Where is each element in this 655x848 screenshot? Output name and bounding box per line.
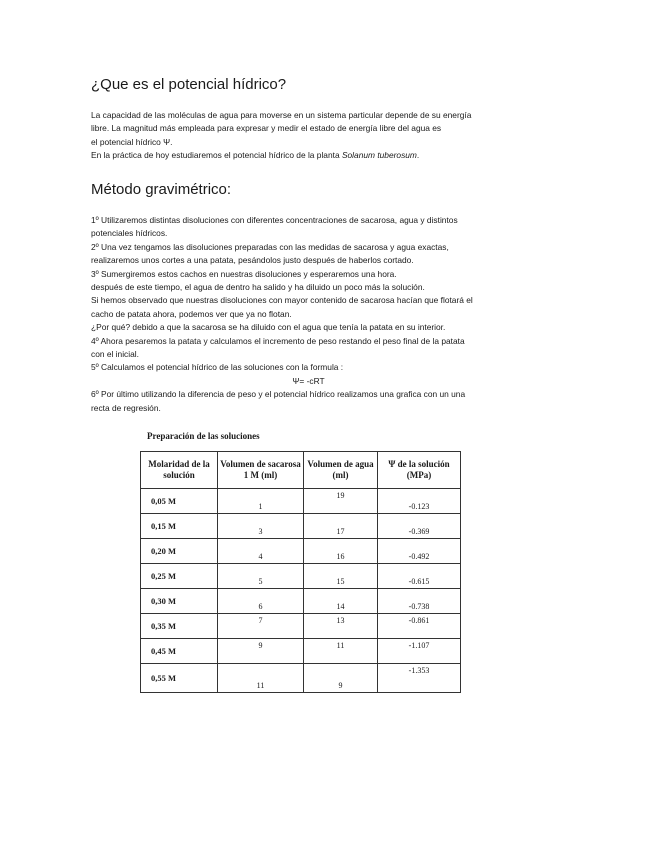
cell-molarity: 0,55 M — [141, 664, 218, 693]
cell-molarity: 0,35 M — [141, 614, 218, 639]
step-line: potenciales hídricos. — [91, 228, 168, 239]
header-molarity: Molaridad de la solución — [141, 452, 218, 489]
step-line: 1º Utilizaremos distintas disoluciones con diferentes concentraciones de sacarosa, agua y distintos — [91, 215, 458, 225]
header-water-volume: Volumen de agua (ml) — [304, 452, 378, 489]
table-row — [141, 614, 461, 639]
cell-water: 16 — [304, 539, 378, 564]
cell-molarity: 0,15 M — [141, 514, 218, 539]
cell-sucrose: 6 — [218, 589, 304, 614]
cell-water: 14 — [304, 589, 378, 614]
cell-psi: -1.107 — [378, 639, 461, 664]
cell-psi: -0.615 — [378, 564, 461, 589]
intro-period: . — [416, 150, 420, 161]
species-name: Solanum tuberosum — [341, 150, 417, 161]
cell-water: 15 — [304, 564, 378, 589]
cell-sucrose: 3 — [218, 514, 304, 539]
table-row — [141, 539, 461, 564]
step-line: cacho de patata ahora, podemos ver que ya no flotan. — [91, 308, 292, 319]
step-line: 5º Calculamos el potencial hídrico de las soluciones con la formula : — [91, 362, 344, 373]
cell-sucrose: 4 — [218, 539, 304, 564]
cell-psi: -0.738 — [378, 589, 461, 614]
cell-psi: -0.369 — [378, 514, 461, 539]
step-line: 2º Una vez tengamos las disoluciones preparadas con las medidas de sacarosa y agua exactas, — [91, 241, 449, 252]
cell-psi: -0.492 — [378, 539, 461, 564]
cell-psi: -0.123 — [378, 489, 461, 514]
cell-water: 19 — [304, 489, 378, 514]
cell-water: 11 — [304, 639, 378, 664]
intro-line: libre. La magnitud más empleada para expresar y medir el estado de energía libre del agua es — [91, 123, 442, 134]
table-row — [141, 564, 461, 589]
table-row — [141, 639, 461, 664]
intro-paragraph — [91, 109, 566, 163]
cell-sucrose: 9 — [218, 639, 304, 664]
step-line: con el inicial. — [91, 349, 139, 360]
table-header-row — [141, 452, 461, 489]
formula: Ψ= -cRT — [292, 375, 325, 386]
header-psi: Ψ de la solución (MPa) — [378, 452, 461, 489]
cell-psi: -1.353 — [378, 664, 461, 693]
cell-psi: -0.861 — [378, 614, 461, 639]
step-line: después de este tiempo, el agua de dentro ha salido y ha diluido un poco más la solución. — [91, 282, 425, 293]
heading-metodo-gravimetrico: Método gravimétrico: — [91, 181, 232, 198]
step-line: 6º Por último utilizando la diferencia de peso y el potencial hídrico realizamos una grafica con un una — [91, 389, 466, 400]
step-line: ¿Por qué? debido a que la sacarosa se ha diluido con el agua que tenía la patata en su interior. — [91, 322, 446, 333]
header-sucrose-volume: Volumen de sacarosa 1 M (ml) — [218, 452, 304, 489]
cell-water: 17 — [304, 514, 378, 539]
cell-molarity: 0,25 M — [141, 564, 218, 589]
step-line: recta de regresión. — [91, 402, 161, 413]
step-line: 4º Ahora pesaremos la patata y calculamos el incremento de peso restando el peso final de la patata — [91, 335, 465, 346]
step-line: realizaremos unos cortes a una patata, pesándolos justo después de haberlos cortado. — [91, 255, 414, 266]
intro-text: En la práctica de hoy estudiaremos el potencial hídrico de la planta — [91, 150, 342, 161]
intro-line: el potencial hídrico Ψ. — [91, 136, 173, 147]
heading-potencial-hidrico: ¿Que es el potencial hídrico? — [91, 76, 287, 93]
table-row — [141, 514, 461, 539]
cell-water: 9 — [304, 664, 378, 693]
cell-water: 13 — [304, 614, 378, 639]
table-row — [141, 489, 461, 514]
intro-line: La capacidad de las moléculas de agua para moverse en un sistema particular depende de su energía — [91, 110, 472, 120]
step-line: Si hemos observado que nuestras disoluciones con mayor contenido de sacarosa hacían que flotará el — [91, 295, 473, 306]
table-row — [141, 664, 461, 693]
cell-sucrose: 7 — [218, 614, 304, 639]
intro-line — [91, 149, 566, 162]
steps-list — [91, 214, 566, 415]
cell-molarity: 0,05 M — [141, 489, 218, 514]
solutions-table — [140, 451, 461, 693]
table-title: Preparación de las soluciones — [147, 431, 260, 441]
cell-molarity: 0,30 M — [141, 589, 218, 614]
cell-sucrose: 5 — [218, 564, 304, 589]
cell-molarity: 0,20 M — [141, 539, 218, 564]
cell-molarity: 0,45 M — [141, 639, 218, 664]
cell-sucrose: 11 — [218, 664, 304, 693]
step-line: 3º Sumergiremos estos cachos en nuestras disoluciones y esperaremos una hora. — [91, 268, 397, 279]
cell-sucrose: 1 — [218, 489, 304, 514]
table-row — [141, 589, 461, 614]
